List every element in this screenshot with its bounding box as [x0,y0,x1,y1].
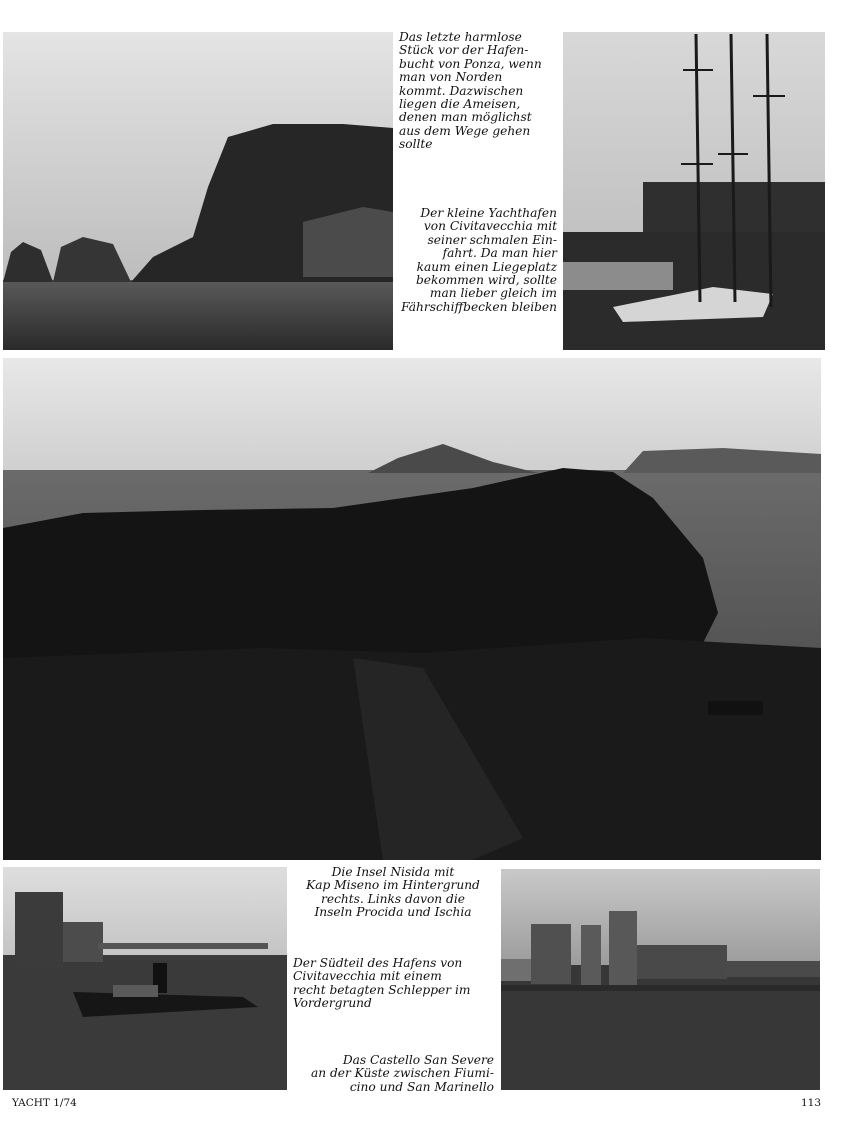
footer-magazine: YACHT 1/74 [12,1097,77,1109]
caption-yachthafen: Der kleine Yachthafen von Civitavecchia mit seiner schmalen Ein- fahrt. Da man hier kaum einen Liegeplatz bekommen wird, sollte man lieber gleich im Fährschiffbecken bleiben [401,206,557,314]
photo-nisida-graphic [3,358,821,860]
photo-castello [501,869,820,1090]
photo-yachthafen [563,32,825,350]
photo-yachthafen-graphic [563,32,825,350]
caption-nisida: Die Insel Nisida mit Kap Miseno im Hintergrund rechts. Links davon die Inseln Procida und Ischia [306,865,480,920]
photo-nisida [3,358,821,860]
photo-ponza-cliffs-graphic [3,32,393,350]
photo-castello-graphic [501,869,820,1090]
caption-ponza: Das letzte harmlose Stück vor der Hafen- bucht von Ponza, wenn man von Norden kommt. Dazwischen liegen die Ameisen, denen man möglichst aus dem Wege gehen sollte [399,30,542,152]
caption-suedteil: Der Südteil des Hafens von Civitavecchia mit einem recht betagten Schlepper im Vordergrund [293,956,471,1011]
photo-suedteil-hafen [3,867,287,1090]
photo-ponza-cliffs [3,32,393,350]
caption-castello: Das Castello San Severe an der Küste zwischen Fiumi- cino und San Marinello [310,1053,494,1094]
page-number: 113 [801,1097,822,1109]
photo-suedteil-hafen-graphic [3,867,287,1090]
